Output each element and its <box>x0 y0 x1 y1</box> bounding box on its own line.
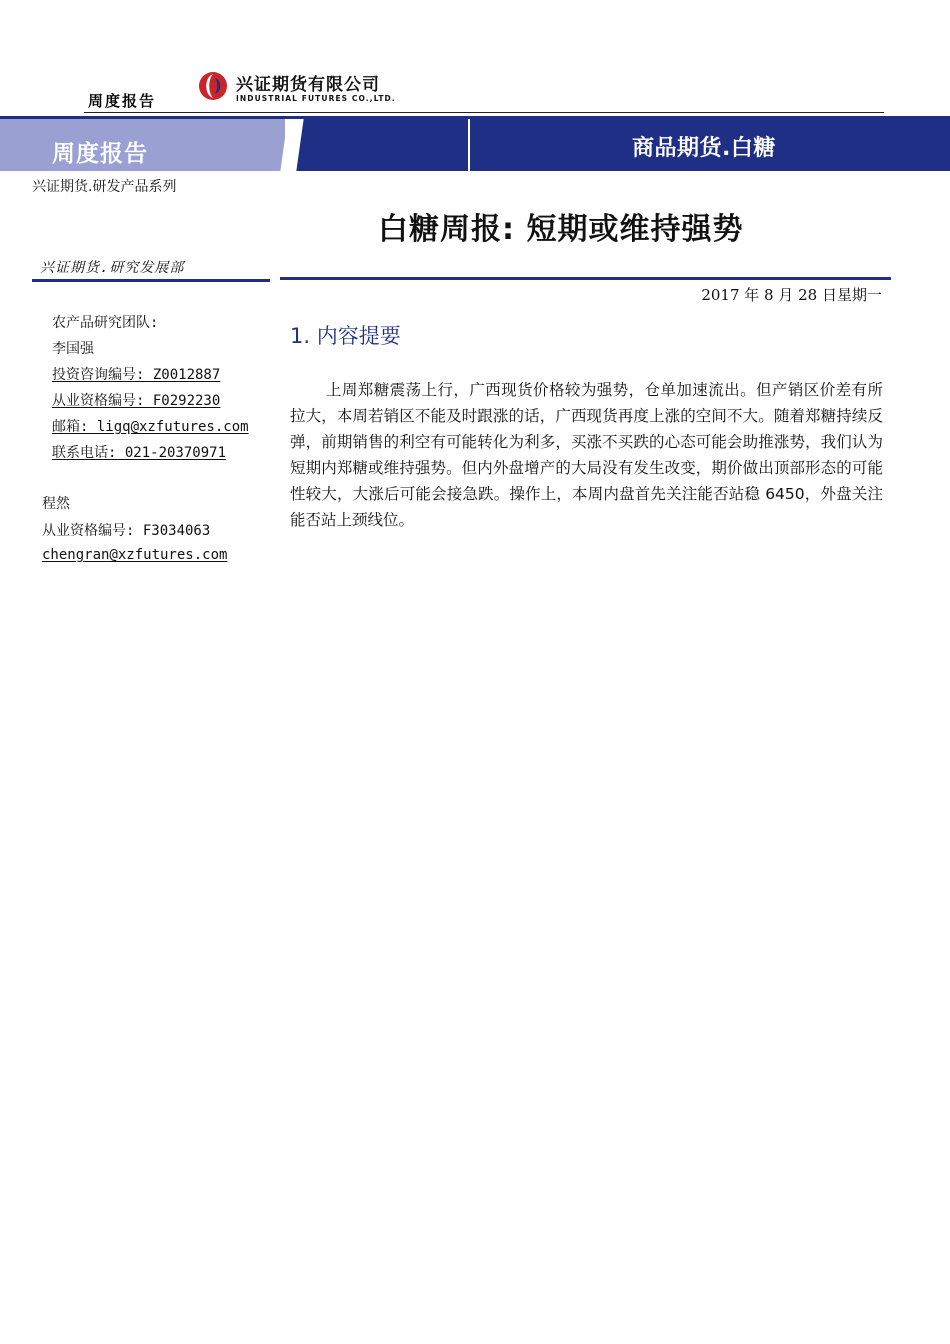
analyst1-qual-id: 从业资格编号: F0292230 <box>52 393 221 409</box>
main-rule <box>280 277 891 280</box>
analyst2-email-link[interactable]: chengran@xzfutures.com <box>42 547 228 563</box>
analyst1-phone: 联系电话: 021-20370971 <box>52 445 227 461</box>
banner-report-type: 周度报告 <box>52 141 148 167</box>
banner-divider <box>468 119 470 171</box>
dept-label: 兴证期货.研究发展部 <box>40 260 185 276</box>
analyst1-email-link[interactable]: 邮箱: ligq@xzfutures.com <box>52 419 249 435</box>
company-name-en: INDUSTRIAL FUTURES CO.,LTD. <box>236 94 396 103</box>
analyst2-name: 程然 <box>42 496 70 512</box>
team-label: 农产品研究团队: <box>52 315 159 331</box>
banner-category: 商品期货.白糖 <box>632 136 776 161</box>
company-name-cn: 兴证期货有限公司 <box>236 75 380 95</box>
analyst1-consult-id: 投资咨询编号: Z0012887 <box>52 367 221 383</box>
header-rule <box>84 112 884 113</box>
summary-paragraph: 上周郑糖震荡上行，广西现货价格较为强势，仓单加速流出。但产销区价差有所拉大，本周若销区不能及时跟涨的话，广西现货再度上涨的空间不大。随着郑糖持续反弹，前期销售的利空有可能转化为利多，买涨不买跌的心态可能会助推涨势，我们认为短期内郑糖或维持强势。但内外盘增产的大局没有发生改变，期价做出顶部形态的可能性较大，大涨后可能会接急跌。操作上，本周内盘首先关注能否站稳 6450，外盘关注能否站上颈线位。 <box>290 381 883 529</box>
banner-right-panel <box>296 119 950 171</box>
analyst2-qual-id: 从业资格编号: F3034063 <box>42 523 211 539</box>
analyst1-name: 李国强 <box>52 341 94 357</box>
series-label: 兴证期货.研发产品系列 <box>32 179 177 195</box>
company-logo-icon <box>198 68 230 104</box>
report-title: 白糖周报: 短期或维持强势 <box>378 212 744 247</box>
report-date: 2017 年 8 月 28 日星期一 <box>701 286 882 304</box>
top-report-label: 周度报告 <box>88 92 157 110</box>
dept-rule <box>32 279 270 282</box>
section-title: 1. 内容提要 <box>290 324 401 348</box>
